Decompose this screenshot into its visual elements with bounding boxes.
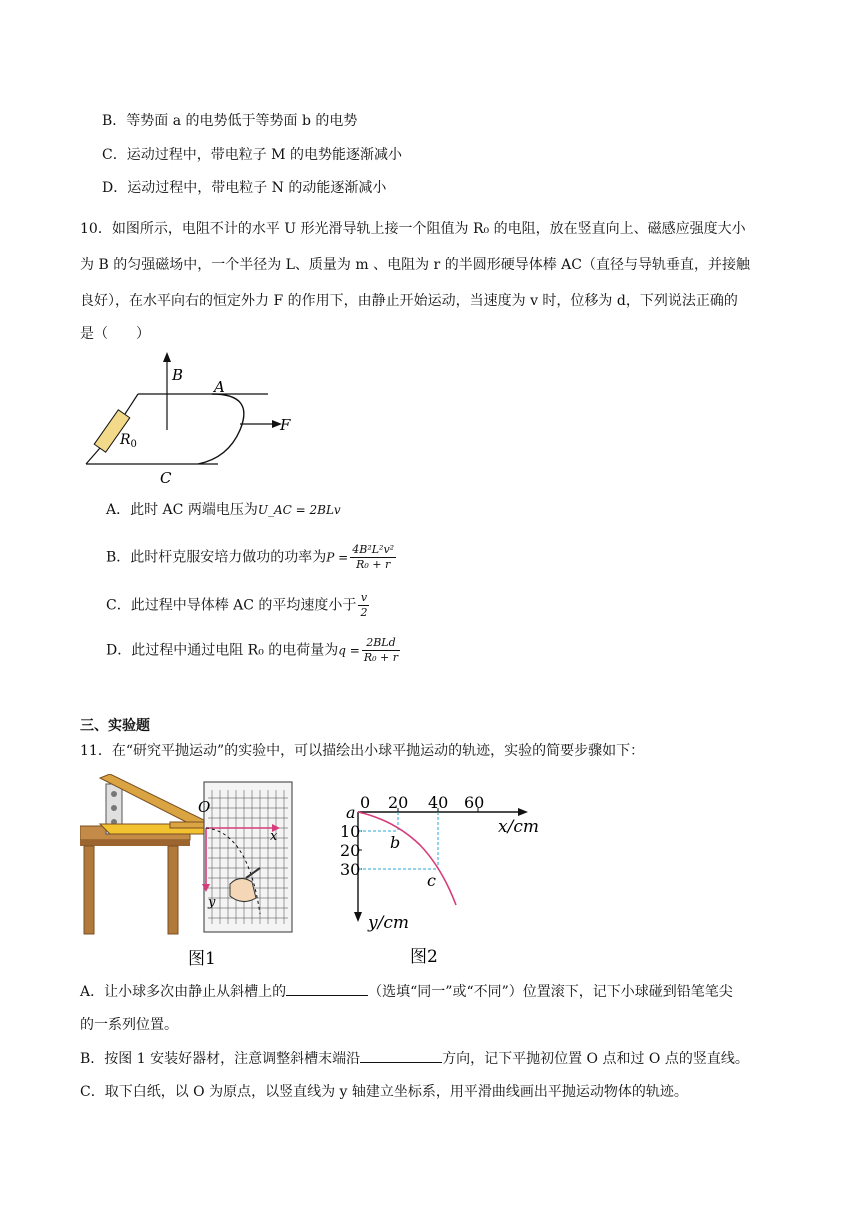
q10-circuit-figure xyxy=(80,350,310,490)
q9-option-c: C．运动过程中，带电粒子 M 的电势能逐渐减小 xyxy=(102,147,402,163)
fig2-point-b: b xyxy=(390,833,401,852)
fig2-y-tick-20: 20 xyxy=(340,841,361,860)
label-f: F xyxy=(280,416,291,434)
q9-option-b: B．等势面 a 的电势低于等势面 b 的电势 xyxy=(102,113,358,129)
label-r0: $R_0$ xyxy=(120,432,137,450)
label-b: B xyxy=(172,366,184,384)
q10-option-c: C．此过程中导体棒 AC 的平均速度小于 $\frac{v}{2}$ xyxy=(106,591,368,619)
q11-figure-1-apparatus xyxy=(80,774,295,966)
fig2-caption: 图2 xyxy=(410,947,438,967)
label-a: A xyxy=(214,378,225,396)
fig2-x-tick-0: 0 xyxy=(360,793,371,812)
fig2-y-axis-label: y/cm xyxy=(368,913,409,933)
q11-figure-2-graph xyxy=(330,790,550,970)
fig2-x-axis-label: x/cm xyxy=(498,817,539,837)
fig1-label-y: y xyxy=(208,895,216,910)
fig2-y-tick-30: 30 xyxy=(340,860,361,879)
q10-line-2: 为 B 的匀强磁场中，一个半径为 L、质量为 m 、电阻为 r 的半圆形硬导体棒 AC（直径与导轨垂直，并接触 xyxy=(80,257,750,273)
fig1-caption: 图1 xyxy=(188,949,216,966)
q10-line-3: 良好），在水平向右的恒定外力 F 的作用下，由静止开始运动，当速度为 v 时，位移为 d，下列说法正确的 xyxy=(80,293,738,309)
q11-step-a-cont: 的一系列位置。 xyxy=(80,1017,178,1033)
q11-step-b: B．按图 1 安装好器材，注意调整斜槽末端沿 方向，记下平抛初位置 O 点和过 O 点的竖直线。 xyxy=(80,1048,749,1069)
q11-step-a: A．让小球多次由静止从斜槽上的 （选填“同一”或“不同”）位置滚下，记下小球碰到铅笔笔尖 xyxy=(80,981,733,1002)
q11-intro: 11．在“研究平抛运动”的实验中，可以描绘出小球平抛运动的轨迹，实验的简要步骤如下： xyxy=(80,743,645,759)
q10-line-1: 10．如图所示，电阻不计的水平 U 形光滑导轨上接一个阻值为 R₀ 的电阻，放在竖直向上、磁感应强度大小 xyxy=(80,221,746,237)
q10-line-4: 是（ ） xyxy=(80,326,150,342)
fig2-y-tick-10: 10 xyxy=(340,822,361,841)
q11-step-c: C．取下白纸，以 O 为原点，以竖直线为 y 轴建立坐标系，用平滑曲线画出平抛运动物体的轨迹。 xyxy=(80,1084,688,1100)
fig2-x-tick-20: 20 xyxy=(388,793,409,812)
fig2-x-tick-60: 60 xyxy=(464,793,485,812)
fig1-label-x: x xyxy=(270,829,278,844)
section-title-experiment: 三、实验题 xyxy=(80,718,150,734)
fig1-label-o: O xyxy=(198,798,211,816)
option-b-fraction: $\frac{\text{4B²L²v²}}{\text{R₀ + r}}$ xyxy=(352,543,395,571)
fig2-point-c: c xyxy=(427,871,436,890)
label-c: C xyxy=(160,469,172,487)
answer-blank-a[interactable] xyxy=(286,981,368,996)
option-d-fraction: $\frac{\text{2BLd}}{\text{R₀ + r}}$ xyxy=(363,636,399,664)
q9-option-d: D．运动过程中，带电粒子 N 的动能逐渐减小 xyxy=(102,180,387,196)
q10-option-b: B．此时杆克服安培力做功的功率为P = $\frac{\text{4B²L²v²}}{\text{R₀ + r}}$ xyxy=(106,543,395,571)
fig2-origin-label: a xyxy=(346,803,356,822)
q10-option-d: D．此过程中通过电阻 R₀ 的电荷量为q = $\frac{\text{2BLd}}{\text{R₀ + r}}$ xyxy=(106,636,399,664)
q10-option-a: A．此时 AC 两端电压为U_AC = 2BLv xyxy=(106,502,341,518)
option-c-fraction: $\frac{v}{2}$ xyxy=(360,591,368,619)
fig2-x-tick-40: 40 xyxy=(428,793,449,812)
answer-blank-b[interactable] xyxy=(360,1048,442,1063)
